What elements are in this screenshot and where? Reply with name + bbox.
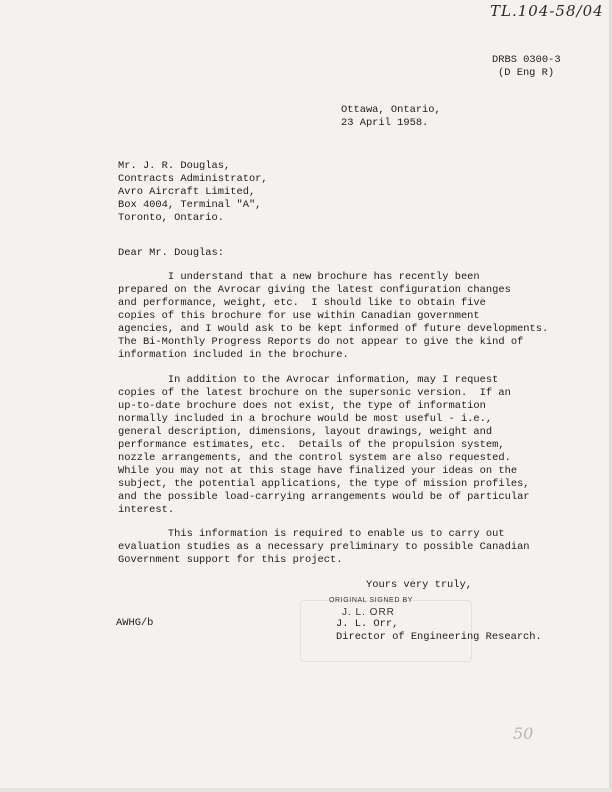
date: 23 April 1958. (341, 117, 429, 129)
address-line: Mr. J. R. Douglas, (118, 160, 231, 172)
body-line: nozzle arrangements, and the control system are also requested. (118, 452, 511, 464)
place: Ottawa, Ontario, (341, 104, 441, 116)
signer-name: J. L. Orr, (336, 618, 399, 630)
body-line: I understand that a new brochure has recently been (118, 271, 480, 283)
body-line: and the possible load-carrying arrangements would be of particular (118, 491, 530, 503)
body-line: up-to-date brochure does not exist, the type of information (118, 400, 486, 412)
faint-page-mark: 50 (513, 724, 534, 743)
stamp-name: J. L. ORR (342, 607, 395, 618)
body-line: Government support for this project. (118, 554, 343, 566)
body-line: interest. (118, 504, 175, 516)
closing: Yours very truly, (366, 579, 473, 591)
handwritten-file-reference: TL.104-58/04 (490, 2, 604, 20)
body-line: and performance, weight, etc. I should like to obtain five (118, 297, 486, 309)
signer-title: Director of Engineering Research. (336, 631, 542, 643)
body-line: agencies, and I would ask to be kept informed of future developments. (118, 323, 549, 335)
body-line: performance estimates, etc. Details of the propulsion system, (118, 439, 505, 451)
body-line: copies of the latest brochure on the supersonic version. If an (118, 387, 511, 399)
address-line: Avro Aircraft Limited, (118, 186, 256, 198)
body-line: evaluation studies as a necessary preliminary to possible Canadian (118, 541, 530, 553)
body-line: general description, dimensions, layout drawings, weight and (118, 426, 493, 438)
typist-initials: AWHG/b (116, 617, 154, 629)
body-line: information included in the brochure. (118, 349, 349, 361)
body-line: prepared on the Avrocar giving the latest configuration changes (118, 284, 511, 296)
body-line: subject, the potential applications, the type of mission profiles, (118, 478, 530, 490)
body-line: The Bi-Monthly Progress Reports do not appear to give the kind of (118, 336, 524, 348)
address-line: Toronto, Ontario. (118, 212, 225, 224)
page-bottom-shadow (0, 788, 612, 792)
stamp-label: ORIGINAL SIGNED BY (329, 597, 414, 604)
salutation: Dear Mr. Douglas: (118, 247, 225, 259)
body-line: copies of this brochure for use within Canadian government (118, 310, 480, 322)
body-line: While you may not at this stage have finalized your ideas on the (118, 465, 518, 477)
department-code: (D Eng R) (498, 67, 555, 79)
address-line: Box 4004, Terminal "A", (118, 199, 262, 211)
address-line: Contracts Administrator, (118, 173, 268, 185)
body-line: This information is required to enable us to carry out (118, 528, 505, 540)
file-number: DRBS 0300-3 (492, 54, 561, 66)
body-line: normally included in a brochure would be most useful - i.e., (118, 413, 493, 425)
body-line: In addition to the Avrocar information, may I request (118, 374, 499, 386)
